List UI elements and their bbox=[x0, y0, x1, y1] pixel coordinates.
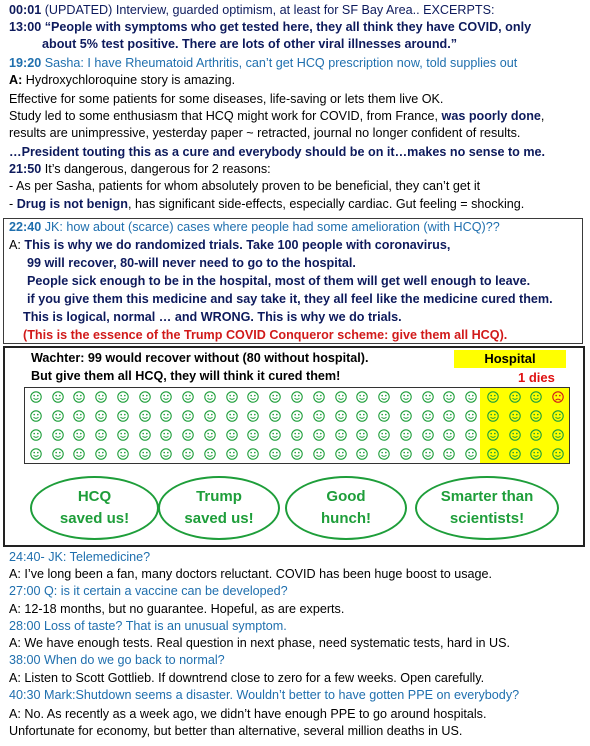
text-run: A: bbox=[9, 73, 23, 87]
smiley-face-icon bbox=[182, 410, 194, 422]
bubble-line-2: scientists! bbox=[449, 510, 525, 527]
text-line-26 bbox=[9, 670, 484, 687]
smiley-face-icon bbox=[335, 391, 347, 403]
smiley-face-icon bbox=[226, 429, 238, 441]
text-run: 13:00 “People with symptoms who get tested here, they all think they have COVID, only bbox=[9, 20, 532, 34]
smiley-face-icon bbox=[226, 410, 238, 422]
smiley-face-icon bbox=[530, 429, 542, 441]
smiley-face-icon bbox=[487, 448, 499, 460]
smiley-face-icon bbox=[269, 391, 281, 403]
text-run: JK: how about (scarce) cases where people had some amelioration (with HCQ)?? bbox=[41, 220, 500, 234]
text-line-2 bbox=[9, 36, 457, 53]
smiley-face-icon bbox=[95, 410, 107, 422]
people-grid bbox=[24, 387, 570, 464]
smiley-face-icon bbox=[204, 429, 216, 441]
text-line-27 bbox=[9, 687, 519, 704]
smiley-face-icon bbox=[443, 391, 455, 403]
text-run: When do we go back to normal? bbox=[40, 653, 225, 667]
smiley-face-icon bbox=[204, 448, 216, 460]
text-line-5 bbox=[9, 91, 443, 108]
thought-bubble-3 bbox=[415, 476, 559, 540]
text-line-23 bbox=[9, 618, 287, 635]
smiley-face-icon bbox=[509, 448, 521, 460]
hospital-label: Hospital bbox=[454, 350, 566, 368]
smiley-face-icon bbox=[422, 448, 434, 460]
smiley-face-icon bbox=[378, 429, 390, 441]
smiley-face-icon bbox=[52, 410, 64, 422]
text-run: 00:01 bbox=[9, 3, 42, 17]
highlight-box-randomized-trials bbox=[3, 218, 583, 344]
smiley-face-icon bbox=[73, 429, 85, 441]
smiley-face-icon bbox=[378, 391, 390, 403]
smiley-face-icon bbox=[552, 429, 564, 441]
smiley-face-icon bbox=[465, 429, 477, 441]
thought-bubble-0 bbox=[30, 476, 159, 540]
smiley-face-icon bbox=[313, 391, 325, 403]
bubble-line-1: Smarter than bbox=[440, 488, 534, 505]
smiley-face-icon bbox=[443, 429, 455, 441]
text-run: about 5% test positive. There are lots of other viral illnesses around.” bbox=[42, 37, 458, 51]
text-line-29 bbox=[9, 723, 462, 740]
smiley-face-icon bbox=[160, 391, 172, 403]
text-run: A: Listen to Scott Gottlieb. If downtrend close to zero for a few weeks. Open carefully. bbox=[9, 671, 485, 685]
diagram-heading-1: Wachter: 99 would recover without (80 without hospital). bbox=[31, 351, 369, 365]
smiley-face-icon bbox=[95, 429, 107, 441]
text-run: This is why we do randomized trials. Take 100 people with coronavirus, bbox=[24, 238, 451, 252]
text-line-22 bbox=[9, 601, 344, 618]
smiley-face-icon bbox=[487, 410, 499, 422]
smiley-face-icon bbox=[400, 429, 412, 441]
smiley-face-icon bbox=[465, 448, 477, 460]
smiley-face-icon bbox=[182, 429, 194, 441]
text-run: results are unimpressive, yesterday paper ~ retracted, journal no longer confident of results. bbox=[9, 126, 521, 140]
text-run: (This is the essence of the Trump COVID Conqueror scheme: give them all HCQ). bbox=[23, 328, 508, 342]
smiley-face-icon bbox=[139, 391, 151, 403]
smiley-face-icon bbox=[378, 448, 390, 460]
text-run: 28:00 bbox=[9, 619, 41, 633]
smiley-face-icon bbox=[487, 391, 499, 403]
smiley-face-icon bbox=[291, 448, 303, 460]
text-line-0 bbox=[9, 2, 495, 19]
text-run: Hydroxychloroquine story is amazing. bbox=[22, 73, 236, 87]
smiley-face-icon bbox=[509, 410, 521, 422]
smiley-face-icon bbox=[356, 391, 368, 403]
text-run: if you give them this medicine and say take it, they all feel like the medicine cured them. bbox=[27, 292, 553, 306]
smiley-face-icon bbox=[73, 391, 85, 403]
text-line-10 bbox=[9, 178, 480, 195]
smiley-face-icon bbox=[95, 391, 107, 403]
text-run: Effective for some patients for some diseases, life-saving or lets them live OK. bbox=[9, 92, 444, 106]
smiley-face-icon bbox=[73, 448, 85, 460]
smiley-face-icon bbox=[182, 391, 194, 403]
smiley-face-icon bbox=[509, 429, 521, 441]
smiley-face-icon bbox=[117, 410, 129, 422]
thought-bubble-1 bbox=[158, 476, 280, 540]
text-run: 40:30 bbox=[9, 688, 41, 702]
thought-bubble-2 bbox=[285, 476, 407, 540]
sad-face-icon bbox=[552, 391, 564, 403]
smiley-face-icon bbox=[443, 448, 455, 460]
smiley-face-icon bbox=[291, 429, 303, 441]
bubble-line-1: Good bbox=[326, 488, 366, 505]
text-run: A: We have enough tests. Real question in next phase, need systematic tests, hard in US. bbox=[9, 636, 511, 650]
diagram-heading-2: But give them all HCQ, they will think it cured them! bbox=[31, 369, 341, 383]
smiley-face-icon bbox=[117, 429, 129, 441]
smiley-face-icon bbox=[313, 429, 325, 441]
smiley-face-icon bbox=[117, 448, 129, 460]
text-line-7 bbox=[9, 125, 520, 142]
smiley-face-icon bbox=[335, 429, 347, 441]
text-run: , has significant side-effects, especially cardiac. Gut feeling = shocking. bbox=[127, 197, 525, 211]
bubble-line-1: Trump bbox=[196, 488, 242, 505]
smiley-face-icon bbox=[52, 391, 64, 403]
smiley-face-icon bbox=[52, 429, 64, 441]
smiley-face-icon bbox=[313, 448, 325, 460]
bubble-text bbox=[60, 486, 129, 530]
smiley-face-icon bbox=[139, 410, 151, 422]
smiley-face-icon bbox=[422, 391, 434, 403]
text-run: Drug is not benign bbox=[16, 197, 128, 211]
smiley-face-icon bbox=[30, 410, 42, 422]
smiley-face-icon bbox=[269, 429, 281, 441]
text-run: Unfortunate for economy, but better than alternative, several million deaths in US. bbox=[9, 724, 463, 738]
text-run: Loss of taste? That is an unusual symptom. bbox=[40, 619, 287, 633]
text-run: 22:40 bbox=[9, 220, 42, 234]
smiley-face-icon bbox=[356, 429, 368, 441]
bubble-line-2: saved us! bbox=[59, 510, 130, 527]
smiley-face-icon bbox=[465, 410, 477, 422]
text-run: 27:00 bbox=[9, 584, 41, 598]
smiley-face-icon bbox=[422, 410, 434, 422]
smiley-face-icon bbox=[160, 410, 172, 422]
text-run: A: 12-18 months, but no guarantee. Hopeful, as are experts. bbox=[9, 602, 345, 616]
smiley-face-icon bbox=[117, 391, 129, 403]
smiley-face-icon bbox=[378, 410, 390, 422]
smiley-face-icon bbox=[509, 391, 521, 403]
bubble-text bbox=[441, 486, 534, 530]
smiley-face-icon bbox=[139, 429, 151, 441]
smiley-face-icon bbox=[313, 410, 325, 422]
text-line-9 bbox=[9, 161, 271, 178]
text-run: A: No. As recently as a week ago, we didn’t have enough PPE to go around hospitals. bbox=[9, 707, 487, 721]
text-run: 99 will recover, 80-will never need to go to the hospital. bbox=[27, 256, 356, 270]
text-run: , bbox=[540, 109, 545, 123]
text-run: A: bbox=[9, 238, 25, 252]
text-run: Q: is it certain a vaccine can be developed? bbox=[40, 584, 288, 598]
smiley-face-icon bbox=[30, 391, 42, 403]
smiley-face-icon bbox=[30, 448, 42, 460]
smiley-face-icon bbox=[335, 410, 347, 422]
smiley-face-icon bbox=[400, 448, 412, 460]
text-run: Sasha: I have Rheumatoid Arthritis, can’t get HCQ prescription now, told supplies out bbox=[41, 56, 518, 70]
bubble-line-2: hunch! bbox=[321, 510, 371, 527]
text-run: It’s dangerous, dangerous for 2 reasons: bbox=[41, 162, 271, 176]
text-run: 21:50 bbox=[9, 162, 42, 176]
smiley-face-icon bbox=[552, 410, 564, 422]
smiley-face-icon bbox=[204, 391, 216, 403]
text-line-6 bbox=[9, 108, 544, 125]
text-line-20 bbox=[9, 566, 492, 583]
smiley-face-icon bbox=[160, 448, 172, 460]
text-run: A: I’ve long been a fan, many doctors reluctant. COVID has been huge boost to usage. bbox=[9, 567, 493, 581]
smiley-face-icon bbox=[443, 410, 455, 422]
text-run: Study led to some enthusiasm that HCQ might work for COVID, from France, bbox=[9, 109, 442, 123]
text-run: (UPDATED) Interview, guarded optimism, at least for SF Bay Area.. EXCERPTS: bbox=[41, 3, 495, 17]
text-run: …President touting this as a cure and everybody should be on it…makes no sense to me. bbox=[9, 145, 546, 159]
smiley-face-icon bbox=[139, 448, 151, 460]
smiley-face-icon bbox=[247, 429, 259, 441]
smiley-face-icon bbox=[400, 410, 412, 422]
smiley-face-icon bbox=[226, 448, 238, 460]
text-run: People sick enough to be in the hospital, most of them will get well enough to leave. bbox=[27, 274, 531, 288]
smiley-face-icon bbox=[465, 391, 477, 403]
smiley-face-icon bbox=[73, 410, 85, 422]
text-run: - JK: Telemedicine? bbox=[40, 550, 151, 564]
smiley-face-icon bbox=[356, 448, 368, 460]
text-line-8 bbox=[9, 144, 545, 161]
smiley-face-icon bbox=[30, 429, 42, 441]
text-line-4 bbox=[9, 72, 235, 89]
smiley-face-icon bbox=[247, 448, 259, 460]
text-line-21 bbox=[9, 583, 288, 600]
text-line-11 bbox=[9, 196, 524, 213]
text-run: - bbox=[9, 197, 17, 211]
smiley-face-icon bbox=[552, 448, 564, 460]
bubble-line-2: saved us! bbox=[184, 510, 254, 527]
smiley-face-icon bbox=[160, 429, 172, 441]
text-run: 24:40 bbox=[9, 550, 41, 564]
smiley-face-icon bbox=[226, 391, 238, 403]
smiley-face-icon bbox=[291, 391, 303, 403]
smiley-face-icon bbox=[356, 410, 368, 422]
text-line-19 bbox=[9, 549, 150, 566]
bubble-text bbox=[184, 486, 253, 530]
text-run: 19:20 bbox=[9, 56, 42, 70]
text-run: Mark:Shutdown seems a disaster. Wouldn’t better to have gotten PPE on everybody? bbox=[40, 688, 520, 702]
bubble-text bbox=[321, 486, 371, 530]
text-run: - As per Sasha, patients for whom absolutely proven to be beneficial, they can’t get it bbox=[9, 179, 481, 193]
text-run: 38:00 bbox=[9, 653, 41, 667]
text-line-24 bbox=[9, 635, 510, 652]
smiley-face-icon bbox=[247, 391, 259, 403]
text-line-1 bbox=[9, 19, 531, 36]
smiley-face-icon bbox=[291, 410, 303, 422]
smiley-face-icon bbox=[335, 448, 347, 460]
text-line-28 bbox=[9, 706, 486, 723]
text-run: was poorly done bbox=[441, 109, 541, 123]
smiley-face-icon bbox=[52, 448, 64, 460]
bubble-line-1: HCQ bbox=[77, 488, 112, 505]
smiley-face-icon bbox=[204, 410, 216, 422]
smiley-face-icon bbox=[530, 410, 542, 422]
text-line-3 bbox=[9, 55, 517, 72]
smiley-face-icon bbox=[95, 448, 107, 460]
smiley-face-icon bbox=[182, 448, 194, 460]
smiley-face-icon bbox=[530, 391, 542, 403]
text-run: This is logical, normal … and WRONG. This is why we do trials. bbox=[23, 310, 402, 324]
dies-label: 1 dies bbox=[518, 370, 555, 385]
smiley-face-icon bbox=[422, 429, 434, 441]
smiley-face-icon bbox=[487, 429, 499, 441]
text-line-25 bbox=[9, 652, 225, 669]
smiley-face-icon bbox=[400, 391, 412, 403]
smiley-face-icon bbox=[530, 448, 542, 460]
smiley-face-icon bbox=[269, 410, 281, 422]
smiley-face-icon bbox=[247, 410, 259, 422]
smiley-face-icon bbox=[269, 448, 281, 460]
